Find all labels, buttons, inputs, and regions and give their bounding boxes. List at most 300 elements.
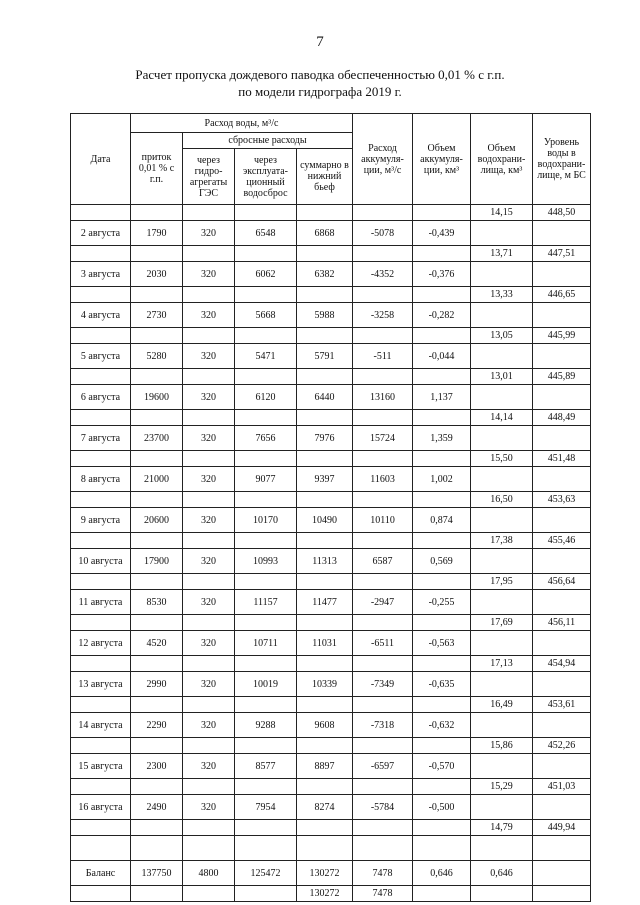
reservoir-volume-cell: 15,29: [471, 779, 533, 795]
empty-cell: [533, 672, 591, 697]
flood-routing-table: [70, 113, 591, 902]
empty-cell: [533, 303, 591, 328]
empty-cell: [471, 886, 533, 902]
spillway-discharge-cell: 11157: [235, 590, 297, 615]
table-row-state: [71, 574, 591, 590]
date-cell: 15 августа: [71, 754, 131, 779]
empty-cell: [471, 713, 533, 738]
date-cell: 2 августа: [71, 221, 131, 246]
accum-flow-cell: -7349: [353, 672, 413, 697]
reservoir-volume-cell: 13,71: [471, 246, 533, 262]
empty-cell: [471, 590, 533, 615]
table-row-day: [71, 754, 591, 779]
empty-cell: [471, 467, 533, 492]
empty-cell: [183, 656, 235, 672]
spillway-discharge-cell: 6062: [235, 262, 297, 287]
empty-cell: [183, 492, 235, 508]
empty-cell: [353, 738, 413, 754]
header-flow-group: Расход воды, м³/с: [131, 114, 353, 133]
hydro-discharge-cell: 320: [183, 754, 235, 779]
reservoir-volume-cell: 15,86: [471, 738, 533, 754]
empty-cell: [183, 574, 235, 590]
total-downstream-cell: 7976: [297, 426, 353, 451]
empty-cell: [183, 410, 235, 426]
empty-cell: [183, 820, 235, 836]
empty-cell: [183, 246, 235, 262]
empty-cell: [533, 426, 591, 451]
accum-flow-cell: -6597: [353, 754, 413, 779]
empty-cell: [297, 492, 353, 508]
date-cell: 10 августа: [71, 549, 131, 574]
spillway-discharge-cell: 7656: [235, 426, 297, 451]
water-level-cell: 454,94: [533, 656, 591, 672]
balance-hydro-cell: 4800: [183, 861, 235, 886]
empty-cell: [297, 820, 353, 836]
inflow-cell: 2030: [131, 262, 183, 287]
accum-volume-cell: 1,359: [413, 426, 471, 451]
empty-cell: [471, 221, 533, 246]
empty-cell: [235, 779, 297, 795]
reservoir-volume-cell: 16,50: [471, 492, 533, 508]
empty-cell: [413, 820, 471, 836]
empty-cell: [297, 205, 353, 221]
empty-cell: [471, 672, 533, 697]
empty-cell: [297, 738, 353, 754]
reservoir-volume-cell: 14,14: [471, 410, 533, 426]
empty-cell: [471, 631, 533, 656]
empty-cell: [297, 615, 353, 631]
empty-cell: [353, 656, 413, 672]
empty-cell: [471, 549, 533, 574]
reservoir-volume-cell: 17,13: [471, 656, 533, 672]
empty-cell: [533, 344, 591, 369]
inflow-cell: 4520: [131, 631, 183, 656]
empty-cell: [131, 615, 183, 631]
spillway-discharge-cell: 10019: [235, 672, 297, 697]
table-row-day: [71, 221, 591, 246]
empty-cell: [471, 426, 533, 451]
balance-inflow-cell: 137750: [131, 861, 183, 886]
total-downstream-cell: 5791: [297, 344, 353, 369]
accum-flow-cell: -511: [353, 344, 413, 369]
empty-cell: [413, 697, 471, 713]
empty-cell: [413, 369, 471, 385]
empty-cell: [71, 656, 131, 672]
inflow-cell: 19600: [131, 385, 183, 410]
header-total-downstream: суммарно в нижний бьеф: [297, 149, 353, 205]
empty-cell: [297, 369, 353, 385]
table-row-state: [71, 287, 591, 303]
title-line-1: Расчет пропуска дождевого паводка обеспеченностью 0,01 % с г.п.: [135, 67, 505, 82]
total-downstream-cell: 10339: [297, 672, 353, 697]
empty-cell: [131, 574, 183, 590]
empty-cell: [235, 287, 297, 303]
table-row-day: [71, 303, 591, 328]
spillway-discharge-cell: 6120: [235, 385, 297, 410]
header-reservoir-volume: Объем водохрани-лища, км³: [471, 114, 533, 205]
empty-cell: [471, 836, 533, 861]
empty-cell: [353, 205, 413, 221]
hydro-discharge-cell: 320: [183, 549, 235, 574]
table-row-state: [71, 615, 591, 631]
accum-flow-cell: 10110: [353, 508, 413, 533]
table-row-balance: [71, 861, 591, 886]
total-downstream-cell: 11477: [297, 590, 353, 615]
title-line-2: по модели гидрографа 2019 г.: [238, 84, 402, 99]
accum-flow-cell: -5078: [353, 221, 413, 246]
water-level-cell: 448,49: [533, 410, 591, 426]
total-downstream-cell: 6868: [297, 221, 353, 246]
empty-cell: [131, 287, 183, 303]
empty-cell: [235, 369, 297, 385]
empty-cell: [235, 328, 297, 344]
empty-cell: [533, 508, 591, 533]
empty-cell: [471, 385, 533, 410]
accum-flow-cell: 6587: [353, 549, 413, 574]
water-level-cell: 456,11: [533, 615, 591, 631]
empty-cell: [71, 836, 131, 861]
empty-cell: [71, 410, 131, 426]
accum-flow-cell: -5784: [353, 795, 413, 820]
empty-cell: [533, 836, 591, 861]
empty-cell: [353, 369, 413, 385]
empty-cell: [533, 754, 591, 779]
date-cell: 9 августа: [71, 508, 131, 533]
empty-cell: [235, 410, 297, 426]
table-row-day: [71, 713, 591, 738]
water-level-cell: 451,03: [533, 779, 591, 795]
date-cell: 11 августа: [71, 590, 131, 615]
accum-volume-cell: -0,570: [413, 754, 471, 779]
table-row-state: [71, 779, 591, 795]
empty-cell: [533, 713, 591, 738]
table-row-day: [71, 549, 591, 574]
empty-cell: [71, 492, 131, 508]
empty-cell: [71, 205, 131, 221]
table-row-day: [71, 631, 591, 656]
balance-accum-volume-cell: 0,646: [413, 861, 471, 886]
spillway-discharge-cell: 10711: [235, 631, 297, 656]
hydro-discharge-cell: 320: [183, 426, 235, 451]
empty-cell: [353, 836, 413, 861]
empty-cell: [413, 492, 471, 508]
empty-cell: [235, 886, 297, 902]
balance-spillway-cell: 125472: [235, 861, 297, 886]
date-cell: 3 августа: [71, 262, 131, 287]
water-level-cell: 452,26: [533, 738, 591, 754]
reservoir-volume-cell: 15,50: [471, 451, 533, 467]
footer-accum-flow-cell: 7478: [353, 886, 413, 902]
empty-cell: [297, 656, 353, 672]
table-row-day: [71, 508, 591, 533]
empty-cell: [71, 451, 131, 467]
accum-volume-cell: -0,632: [413, 713, 471, 738]
date-cell: 5 августа: [71, 344, 131, 369]
empty-cell: [413, 205, 471, 221]
table-row-spacer: [71, 836, 591, 861]
footer-total-cell: 130272: [297, 886, 353, 902]
spillway-discharge-cell: 10993: [235, 549, 297, 574]
empty-cell: [297, 533, 353, 549]
balance-label-cell: Баланс: [71, 861, 131, 886]
accum-flow-cell: 13160: [353, 385, 413, 410]
total-downstream-cell: 9608: [297, 713, 353, 738]
empty-cell: [131, 886, 183, 902]
document-title: [0, 66, 640, 100]
table-row-state: [71, 697, 591, 713]
empty-cell: [131, 820, 183, 836]
empty-cell: [183, 287, 235, 303]
empty-cell: [235, 533, 297, 549]
spillway-discharge-cell: 6548: [235, 221, 297, 246]
date-cell: 13 августа: [71, 672, 131, 697]
empty-cell: [413, 656, 471, 672]
accum-flow-cell: -2947: [353, 590, 413, 615]
empty-cell: [235, 492, 297, 508]
empty-cell: [471, 508, 533, 533]
accum-flow-cell: -3258: [353, 303, 413, 328]
empty-cell: [413, 451, 471, 467]
empty-cell: [413, 615, 471, 631]
empty-cell: [353, 451, 413, 467]
water-level-cell: 453,61: [533, 697, 591, 713]
empty-cell: [533, 467, 591, 492]
table-row-day: [71, 262, 591, 287]
accum-volume-cell: -0,376: [413, 262, 471, 287]
table-row-day: [71, 426, 591, 451]
empty-cell: [235, 656, 297, 672]
spillway-discharge-cell: 5471: [235, 344, 297, 369]
total-downstream-cell: 6440: [297, 385, 353, 410]
inflow-cell: 23700: [131, 426, 183, 451]
empty-cell: [353, 287, 413, 303]
empty-cell: [71, 738, 131, 754]
empty-cell: [235, 615, 297, 631]
empty-cell: [235, 820, 297, 836]
water-level-cell: 453,63: [533, 492, 591, 508]
empty-cell: [413, 836, 471, 861]
empty-cell: [235, 697, 297, 713]
inflow-cell: 20600: [131, 508, 183, 533]
accum-flow-cell: 15724: [353, 426, 413, 451]
empty-cell: [413, 886, 471, 902]
empty-cell: [471, 754, 533, 779]
inflow-cell: 2490: [131, 795, 183, 820]
water-level-cell: 446,65: [533, 287, 591, 303]
empty-cell: [353, 246, 413, 262]
table-row-state: [71, 492, 591, 508]
reservoir-volume-cell: 17,95: [471, 574, 533, 590]
accum-flow-cell: -7318: [353, 713, 413, 738]
balance-reservoir-volume-cell: 0,646: [471, 861, 533, 886]
spillway-discharge-cell: 9288: [235, 713, 297, 738]
water-level-cell: 449,94: [533, 820, 591, 836]
empty-cell: [413, 410, 471, 426]
empty-cell: [71, 820, 131, 836]
hydro-discharge-cell: 320: [183, 467, 235, 492]
empty-cell: [183, 886, 235, 902]
header-via-spillway: через эксплуата-ционный водосброс: [235, 149, 297, 205]
reservoir-volume-cell: 14,15: [471, 205, 533, 221]
balance-accum-flow-cell: 7478: [353, 861, 413, 886]
empty-cell: [353, 328, 413, 344]
table-body: [71, 205, 591, 902]
empty-cell: [353, 697, 413, 713]
empty-cell: [297, 451, 353, 467]
empty-cell: [297, 697, 353, 713]
empty-cell: [183, 738, 235, 754]
empty-cell: [131, 205, 183, 221]
empty-cell: [183, 369, 235, 385]
table-row-day: [71, 344, 591, 369]
empty-cell: [71, 697, 131, 713]
empty-cell: [471, 303, 533, 328]
hydro-discharge-cell: 320: [183, 344, 235, 369]
table-row-day: [71, 467, 591, 492]
hydro-discharge-cell: 320: [183, 590, 235, 615]
empty-cell: [183, 779, 235, 795]
accum-volume-cell: 0,569: [413, 549, 471, 574]
header-discharge-group: сбросные расходы: [183, 133, 353, 149]
table-row-state: [71, 246, 591, 262]
empty-cell: [183, 533, 235, 549]
reservoir-volume-cell: 13,01: [471, 369, 533, 385]
hydro-discharge-cell: 320: [183, 631, 235, 656]
table-row-state: [71, 410, 591, 426]
empty-cell: [71, 615, 131, 631]
empty-cell: [413, 574, 471, 590]
empty-cell: [235, 205, 297, 221]
date-cell: 6 августа: [71, 385, 131, 410]
reservoir-volume-cell: 14,79: [471, 820, 533, 836]
hydro-discharge-cell: 320: [183, 303, 235, 328]
empty-cell: [353, 820, 413, 836]
empty-cell: [413, 328, 471, 344]
accum-volume-cell: -0,500: [413, 795, 471, 820]
empty-cell: [533, 590, 591, 615]
empty-cell: [183, 615, 235, 631]
reservoir-volume-cell: 17,38: [471, 533, 533, 549]
spillway-discharge-cell: 10170: [235, 508, 297, 533]
inflow-cell: 5280: [131, 344, 183, 369]
empty-cell: [353, 615, 413, 631]
empty-cell: [533, 795, 591, 820]
accum-flow-cell: -4352: [353, 262, 413, 287]
empty-cell: [71, 574, 131, 590]
empty-cell: [353, 533, 413, 549]
water-level-cell: 445,89: [533, 369, 591, 385]
empty-cell: [353, 574, 413, 590]
empty-cell: [297, 574, 353, 590]
reservoir-volume-cell: 16,49: [471, 697, 533, 713]
empty-cell: [71, 287, 131, 303]
table-row-state: [71, 451, 591, 467]
empty-cell: [183, 836, 235, 861]
inflow-cell: 21000: [131, 467, 183, 492]
header-via-hydro: через гидро-агрегаты ГЭС: [183, 149, 235, 205]
empty-cell: [183, 451, 235, 467]
total-downstream-cell: 11031: [297, 631, 353, 656]
table-row-state: [71, 656, 591, 672]
hydro-discharge-cell: 320: [183, 221, 235, 246]
spillway-discharge-cell: 5668: [235, 303, 297, 328]
empty-cell: [353, 410, 413, 426]
inflow-cell: 2730: [131, 303, 183, 328]
hydro-discharge-cell: 320: [183, 795, 235, 820]
date-cell: 7 августа: [71, 426, 131, 451]
accum-volume-cell: -0,255: [413, 590, 471, 615]
empty-cell: [131, 656, 183, 672]
empty-cell: [131, 410, 183, 426]
total-downstream-cell: 11313: [297, 549, 353, 574]
header-date: Дата: [71, 114, 131, 205]
empty-cell: [71, 328, 131, 344]
table-row-day: [71, 590, 591, 615]
date-cell: 12 августа: [71, 631, 131, 656]
empty-cell: [131, 492, 183, 508]
empty-cell: [131, 836, 183, 861]
empty-cell: [131, 738, 183, 754]
empty-cell: [235, 836, 297, 861]
header-accum-volume: Объем аккумуля-ции, км³: [413, 114, 471, 205]
accum-volume-cell: -0,044: [413, 344, 471, 369]
empty-cell: [413, 287, 471, 303]
empty-cell: [533, 549, 591, 574]
empty-cell: [413, 738, 471, 754]
water-level-cell: 445,99: [533, 328, 591, 344]
spillway-discharge-cell: 8577: [235, 754, 297, 779]
empty-cell: [131, 697, 183, 713]
total-downstream-cell: 10490: [297, 508, 353, 533]
empty-cell: [71, 246, 131, 262]
water-level-cell: 456,64: [533, 574, 591, 590]
empty-cell: [235, 574, 297, 590]
empty-cell: [471, 262, 533, 287]
total-downstream-cell: 8897: [297, 754, 353, 779]
empty-cell: [533, 221, 591, 246]
empty-cell: [297, 836, 353, 861]
table-row-state: [71, 328, 591, 344]
empty-cell: [297, 328, 353, 344]
inflow-cell: 8530: [131, 590, 183, 615]
empty-cell: [297, 410, 353, 426]
empty-cell: [131, 369, 183, 385]
table-row-state: [71, 533, 591, 549]
empty-cell: [183, 205, 235, 221]
balance-total-cell: 130272: [297, 861, 353, 886]
date-cell: 16 августа: [71, 795, 131, 820]
hydro-discharge-cell: 320: [183, 672, 235, 697]
total-downstream-cell: 5988: [297, 303, 353, 328]
page-number: 7: [316, 34, 324, 50]
table-row-state: [71, 738, 591, 754]
accum-flow-cell: 11603: [353, 467, 413, 492]
header-accum-flow: Расход аккумуля-ции, м³/с: [353, 114, 413, 205]
inflow-cell: 2300: [131, 754, 183, 779]
empty-cell: [131, 779, 183, 795]
date-cell: 8 августа: [71, 467, 131, 492]
date-cell: 4 августа: [71, 303, 131, 328]
table-row-day: [71, 672, 591, 697]
date-cell: 14 августа: [71, 713, 131, 738]
empty-cell: [533, 631, 591, 656]
accum-volume-cell: 1,002: [413, 467, 471, 492]
header-inflow: приток 0,01 % с г.п.: [131, 133, 183, 205]
empty-cell: [471, 795, 533, 820]
inflow-cell: 2290: [131, 713, 183, 738]
total-downstream-cell: 6382: [297, 262, 353, 287]
empty-cell: [471, 344, 533, 369]
